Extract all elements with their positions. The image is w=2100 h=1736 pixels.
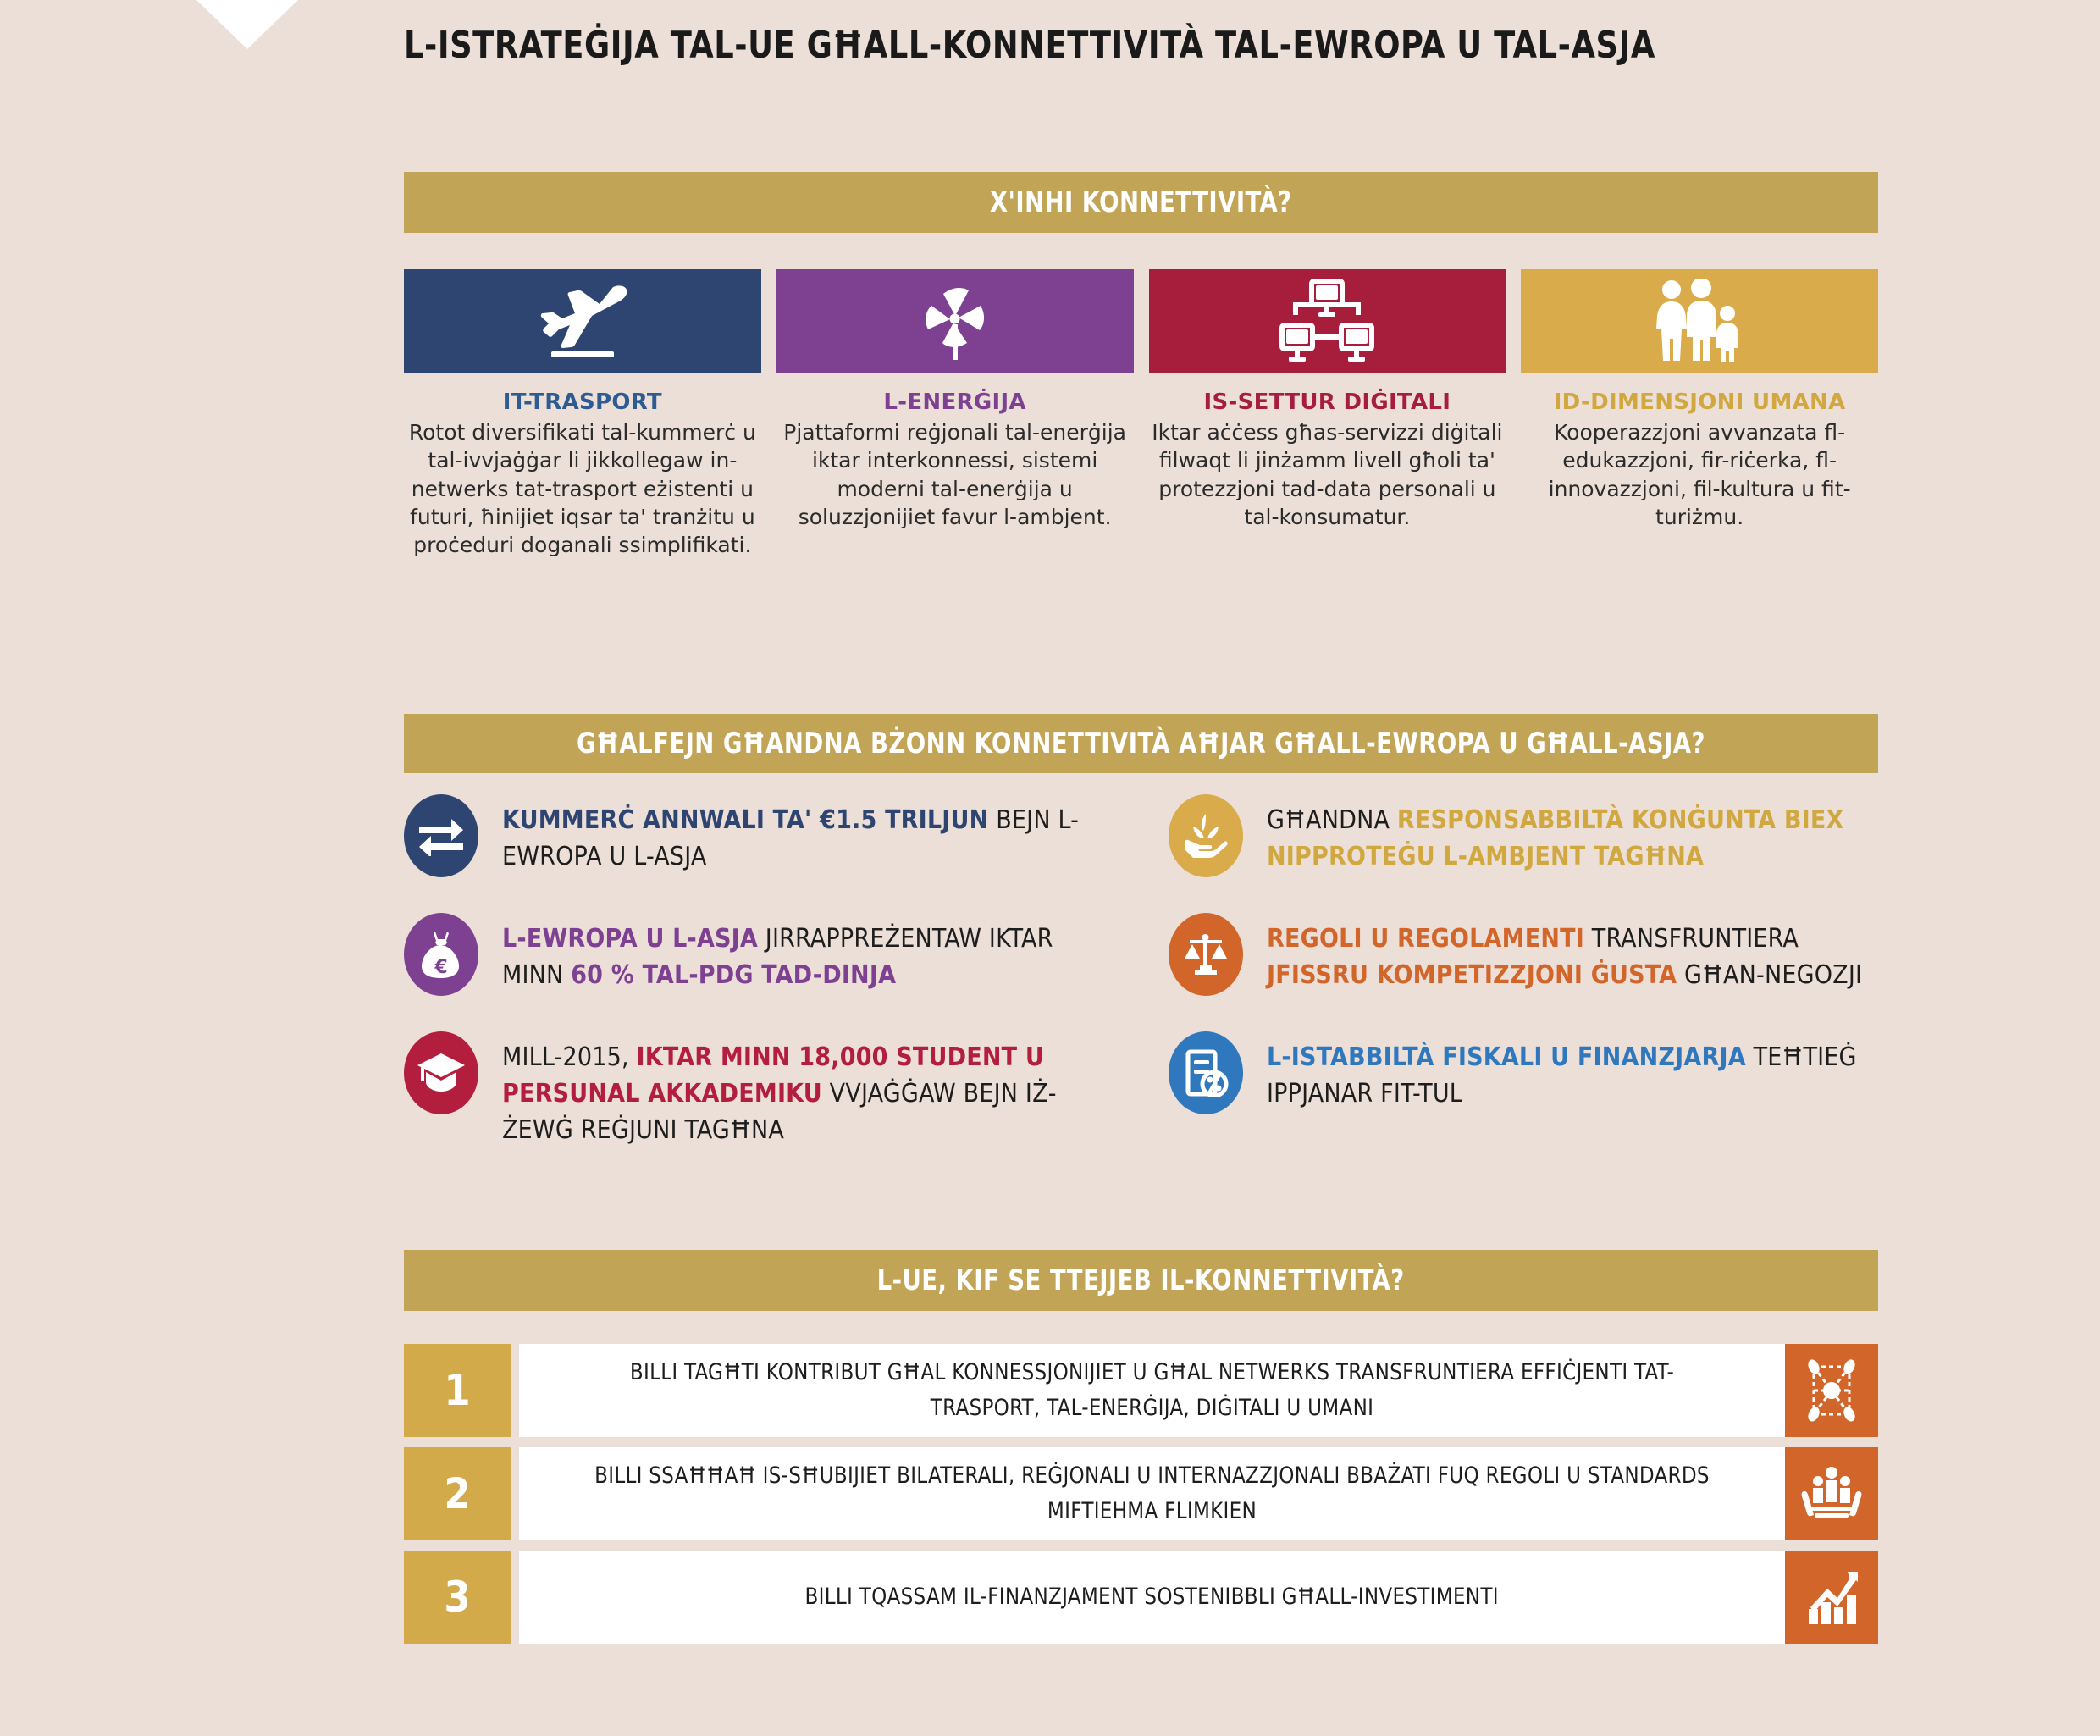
banner-label: L-UE, KIF SE TTEJJEB IL-KONNETTIVITÀ? (876, 1263, 1406, 1297)
fact-segment: GĦANDNA (1267, 805, 1397, 835)
fact-badge (1169, 913, 1243, 996)
fact-segment: L-ISTABBILTÀ FISKALI U FINANZJARJA (1267, 1042, 1746, 1072)
fact-segment: KUMMERĊ ANNWALI TA' €1.5 TRILJUN (502, 805, 989, 835)
pillar-icon-box (776, 269, 1134, 373)
fact-segment: RESPONSABBILTÀ KONĠUNTA BIEX NIPPROTEĠU L-AMBJENT TAGĦNA (1267, 805, 1844, 871)
step-label: BILLI SSAĦĦAĦ IS-SĦUBIJIET BILATERALI, REĠJONALI U INTERNAZZJONALI BBAŻATI FUQ REGOLI U STANDARDS MIFTIEHMA FLIMKIEN (594, 1462, 1710, 1524)
fact-segment: IKTAR MINN 18,000 STUDENT U PERSUNAL AKKADEMIKU (502, 1042, 1044, 1108)
fact-badge (404, 1031, 478, 1114)
fact-trade-volume (404, 794, 1114, 877)
pillar-title: IT-TRASPORT (502, 390, 662, 415)
fact-segment: GĦAN-NEGOZJI (1677, 959, 1863, 990)
fact-segment: 60 % TAL-PDG TAD-DINJA (571, 959, 897, 990)
fact-segment: REGOLI U REGOLAMENTI (1267, 924, 1584, 954)
banner-label: GĦALFEJN GĦANDNA BŻONN KONNETTIVITÀ AĦJAR GĦALL-EWROPA U GĦALL-ASJA? (577, 727, 1705, 760)
hand-leaf-icon (1181, 812, 1230, 860)
pillar-icon-box (1521, 269, 1878, 373)
step-row-2 (404, 1447, 1878, 1540)
fact-text (1267, 913, 1878, 994)
fact-badge (1169, 794, 1243, 877)
fact-segment: VVJAĠĠAW BEJN IŻ-ŻEWĠ REĠJUNI TAGĦNA (502, 1078, 1057, 1145)
decorative-triangle-notch (196, 0, 298, 49)
fact-segment: JIRRAPPREŻENTAW IKTAR MINN (502, 924, 1053, 990)
step-row-3 (404, 1551, 1878, 1644)
step-body (519, 1344, 1785, 1437)
fact-segment: JFISSRU KOMPETIZZJONI ĠUSTA (1267, 959, 1677, 990)
steps-list (404, 1344, 1878, 1654)
section-banner-how-eu-improves (404, 1250, 1878, 1311)
airplane-icon (533, 280, 633, 362)
fact-environment-responsibility (1169, 794, 1878, 877)
section-banner-why-connectivity (404, 714, 1878, 773)
pillar-body: Kooperazzjoni avvanzata fl-edukazzjoni, fir-riċerka, fl-innovazzjoni, fil-kultura u fit-turiżmu. (1548, 420, 1851, 529)
fact-segment: L-EWROPA U L-ASJA (502, 924, 759, 954)
pillar-digital (1149, 269, 1506, 559)
fact-rules-regulations (1169, 913, 1878, 996)
why-facts-right-column (1169, 794, 1878, 1185)
fact-badge (1169, 1031, 1243, 1114)
graduation-cap-icon (416, 1052, 467, 1094)
pillar-title: ID-DIMENSJONI UMANA (1553, 390, 1846, 415)
fact-fiscal-stability (1169, 1031, 1878, 1114)
network-monitors-icon (1277, 278, 1377, 364)
fact-badge (404, 913, 478, 996)
banner-label: X'INHI KONNETTIVITÀ? (990, 185, 1292, 219)
fact-students-mobility (404, 1031, 1114, 1149)
fact-text (502, 913, 1114, 994)
page-title: L-ISTRATEĠIJA TAL-UE GĦALL-KONNETTIVITÀ TAL-EWROPA U TAL-ASJA (404, 24, 1655, 67)
step-icon-box (1785, 1447, 1878, 1540)
fact-badge (404, 794, 478, 877)
step-body (519, 1447, 1785, 1540)
money-bag-euro-icon (418, 929, 464, 980)
fact-text (502, 794, 1114, 876)
fact-text (1267, 794, 1878, 876)
network-nodes-icon (1804, 1358, 1860, 1423)
fact-text (502, 1031, 1114, 1149)
step-number: 2 (404, 1447, 511, 1540)
fact-segment: TRANSFRUNTIERA (1584, 924, 1799, 954)
pillar-title: IS-SETTUR DIĠITALI (1203, 390, 1451, 415)
step-row-1 (404, 1344, 1878, 1437)
pillar-transport (404, 269, 761, 559)
why-facts-left-column (404, 794, 1114, 1185)
pillar-icon-box (404, 269, 761, 373)
svg-text:€: € (434, 957, 448, 978)
pillar-icon-box (1149, 269, 1506, 373)
step-body (519, 1551, 1785, 1644)
pillar-energy (776, 269, 1134, 559)
fact-segment: MILL-2015, (502, 1042, 637, 1072)
pillar-body: Iktar aċċess għas-servizzi diġitali filwaqt li jinżamm livell għoli ta' protezzjoni tad-data personali u tal-konsumatur. (1152, 420, 1503, 529)
scales-justice-icon (1181, 930, 1230, 979)
step-label: BILLI TQASSAM IL-FINANZJAMENT SOSTENIBBLI GĦALL-INVESTIMENTI (804, 1584, 1500, 1611)
pillars-row (404, 269, 1878, 559)
people-meeting-icon (1801, 1466, 1862, 1522)
fact-segment: BEJN L-EWROPA U L-ASJA (502, 805, 1080, 871)
fact-text (1267, 1031, 1878, 1113)
family-people-icon (1653, 279, 1746, 362)
step-icon-box (1785, 1551, 1878, 1644)
windmill-icon (911, 277, 999, 365)
pillar-body: Rotot diversifikati tal-kummerċ u tal-ivvjaġġar li jikkollegaw in-netwerks tat-trasport eżistenti u futuri, ħinijiet iqsar ta' tranżitu u proċeduri doganali ssimplifikati. (408, 420, 756, 557)
step-label: BILLI TAGĦTI KONTRIBUT GĦAL KONNESSJONIJIET U GĦAL NETWERKS TRANSFRUNTIERA EFFIĊJENTI TAT-TRASPORT, TAL-ENERĠIJA, DIĠITALI U UMANI (629, 1359, 1675, 1421)
section-banner-what-is-connectivity (404, 172, 1878, 233)
pillar-human (1521, 269, 1878, 559)
step-number: 3 (404, 1551, 511, 1644)
document-percent-icon (1183, 1048, 1229, 1097)
pillar-title: L-ENERĠIJA (883, 390, 1026, 415)
growth-chart-icon (1804, 1568, 1860, 1626)
step-icon-box (1785, 1344, 1878, 1437)
step-number: 1 (404, 1344, 511, 1437)
two-way-arrows-icon (417, 815, 465, 856)
pillar-body: Pjattaformi reġjonali tal-enerġija iktar interkonnessi, sistemi moderni tal-enerġija u soluzzjonijiet favur l-ambjent. (783, 420, 1126, 529)
fact-segment: TEĦTIEĠ IPPJANAR FIT-TUL (1267, 1042, 1857, 1108)
why-facts-container (404, 794, 1878, 1185)
fact-gdp-share (404, 913, 1114, 996)
